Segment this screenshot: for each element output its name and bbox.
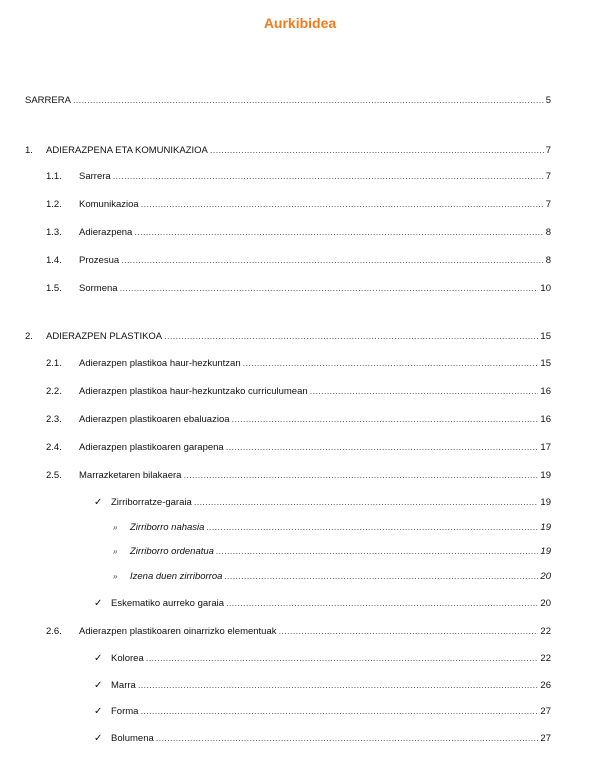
toc-entry-zirriborro-ordenatua[interactable] — [0, 545, 600, 559]
leader-dots — [206, 521, 538, 535]
toc-number: 2.6. — [46, 626, 62, 637]
checkmark-icon: ✓ — [94, 653, 103, 664]
leader-dots — [73, 94, 544, 108]
toc-number: 1.5. — [46, 283, 62, 294]
toc-number: 1.3. — [46, 227, 62, 238]
toc-number: 2.1. — [46, 358, 62, 369]
toc-page-number: 20 — [540, 571, 551, 582]
toc-page-number: 16 — [540, 414, 551, 425]
leader-dots — [146, 652, 539, 666]
leader-dots — [224, 570, 538, 584]
toc-label[interactable]: Zirriborro ordenatua — [130, 546, 214, 557]
leader-dots — [140, 705, 538, 719]
toc-entry-chapter-1[interactable] — [0, 144, 600, 158]
toc-number: 2.5. — [46, 470, 62, 481]
toc-page-number: 19 — [540, 522, 551, 533]
toc-page-number: 22 — [540, 653, 551, 664]
toc-label[interactable]: Forma — [111, 706, 139, 717]
toc-page-number: 22 — [540, 626, 551, 637]
leader-dots — [183, 469, 538, 483]
leader-dots — [210, 144, 544, 158]
toc-number: 1.2. — [46, 199, 62, 210]
toc-entry-forma[interactable] — [0, 705, 600, 719]
toc-label[interactable]: Zirriborratze-garaia — [111, 497, 192, 508]
leader-dots — [310, 385, 539, 399]
toc-label[interactable]: SARRERA — [25, 95, 71, 106]
toc-page-number: 5 — [545, 95, 551, 106]
toc-label[interactable]: Adierazpena — [79, 227, 133, 238]
leader-dots — [216, 545, 538, 559]
toc-entry-1-3[interactable] — [0, 226, 600, 240]
leader-dots — [226, 441, 539, 455]
leader-dots — [120, 282, 539, 296]
toc-number: 2. — [25, 331, 33, 342]
toc-label[interactable]: Adierazpen plastikoaren ebaluazioa — [79, 414, 230, 425]
toc-page-number: 16 — [540, 386, 551, 397]
toc-entry-1-1[interactable] — [0, 170, 600, 184]
toc-label[interactable]: Prozesua — [79, 255, 120, 266]
toc-entry-2-2[interactable] — [0, 385, 600, 399]
leader-dots — [243, 357, 539, 371]
toc-entry-chapter-2[interactable] — [0, 330, 600, 344]
toc-entry-sarrera[interactable] — [0, 94, 600, 108]
page-title: Aurkibidea — [263, 15, 337, 31]
leader-dots — [113, 170, 544, 184]
toc-entry-eskematiko-aurreko-garaia[interactable] — [0, 597, 600, 611]
double-chevron-icon: » — [113, 547, 118, 556]
leader-dots — [279, 625, 539, 639]
toc-number: 1. — [25, 145, 33, 156]
toc-page-number: 10 — [540, 283, 551, 294]
toc-entry-marra[interactable] — [0, 679, 600, 693]
toc-entry-kolorea[interactable] — [0, 652, 600, 666]
toc-page-number: 27 — [540, 733, 551, 744]
toc-entry-bolumena[interactable] — [0, 732, 600, 746]
checkmark-icon: ✓ — [94, 680, 103, 691]
toc-entry-2-6[interactable] — [0, 625, 600, 639]
toc-page-number: 15 — [540, 331, 551, 342]
toc-label[interactable]: Adierazpen plastikoa haur-hezkuntzako curriculumean — [79, 386, 308, 397]
leader-dots — [138, 679, 539, 693]
toc-entry-1-4[interactable] — [0, 254, 600, 268]
leader-dots — [141, 198, 544, 212]
toc-page-number: 19 — [540, 470, 551, 481]
toc-page-number: 27 — [540, 706, 551, 717]
toc-label[interactable]: Sormena — [79, 283, 118, 294]
toc-label[interactable]: Zirriborro nahasia — [130, 522, 205, 533]
toc-label[interactable]: Adierazpen plastikoa haur-hezkuntzan — [79, 358, 241, 369]
toc-label[interactable]: Marra — [111, 680, 136, 691]
toc-page-number: 19 — [540, 546, 551, 557]
toc-page-number: 7 — [545, 171, 551, 182]
toc-entry-2-1[interactable] — [0, 357, 600, 371]
leader-dots — [226, 597, 538, 611]
toc-label[interactable]: Komunikazioa — [79, 199, 139, 210]
toc-entry-zirriborratze-garaia[interactable] — [0, 496, 600, 510]
checkmark-icon: ✓ — [94, 497, 103, 508]
leader-dots — [232, 413, 539, 427]
leader-dots — [194, 496, 539, 510]
toc-label[interactable]: Kolorea — [111, 653, 144, 664]
toc-page-number: 20 — [540, 598, 551, 609]
toc-label[interactable]: Izena duen zirriborroa — [130, 571, 223, 582]
toc-number: 1.1. — [46, 171, 62, 182]
toc-page-number: 7 — [545, 199, 551, 210]
toc-page-number: 26 — [540, 680, 551, 691]
double-chevron-icon: » — [113, 572, 118, 581]
toc-page-number: 17 — [540, 442, 551, 453]
leader-dots — [121, 254, 544, 268]
toc-entry-2-3[interactable] — [0, 413, 600, 427]
toc-label[interactable]: Marrazketaren bilakaera — [79, 470, 182, 481]
checkmark-icon: ✓ — [94, 598, 103, 609]
toc-label[interactable]: Eskematiko aurreko garaia — [111, 598, 224, 609]
toc-label[interactable]: Bolumena — [111, 733, 154, 744]
toc-label[interactable]: Adierazpen plastikoaren oinarrizko elementuak — [79, 626, 277, 637]
checkmark-icon: ✓ — [94, 706, 103, 717]
toc-page-number: 19 — [540, 497, 551, 508]
toc-number: 1.4. — [46, 255, 62, 266]
toc-entry-1-5[interactable] — [0, 282, 600, 296]
toc-entry-izena-duen-zirriborroa[interactable] — [0, 570, 600, 584]
toc-label[interactable]: ADIERAZPENA ETA KOMUNIKAZIOA — [46, 145, 208, 156]
toc-entry-zirriborro-nahasia[interactable] — [0, 521, 600, 535]
toc-page-number: 8 — [545, 255, 551, 266]
leader-dots — [164, 330, 538, 344]
checkmark-icon: ✓ — [94, 733, 103, 744]
toc-page-number: 8 — [545, 227, 551, 238]
leader-dots — [134, 226, 543, 240]
toc-page-number: 7 — [545, 145, 551, 156]
double-chevron-icon: » — [113, 523, 118, 532]
toc-entry-1-2[interactable] — [0, 198, 600, 212]
toc-label[interactable]: Sarrera — [79, 171, 111, 182]
toc-number: 2.3. — [46, 414, 62, 425]
toc-page-number: 15 — [540, 358, 551, 369]
toc-label[interactable]: ADIERAZPEN PLASTIKOA — [46, 331, 163, 342]
toc-entry-2-5[interactable] — [0, 469, 600, 483]
toc-number: 2.4. — [46, 442, 62, 453]
leader-dots — [156, 732, 539, 746]
toc-number: 2.2. — [46, 386, 62, 397]
toc-entry-2-4[interactable] — [0, 441, 600, 455]
toc-label[interactable]: Adierazpen plastikoaren garapena — [79, 442, 224, 453]
